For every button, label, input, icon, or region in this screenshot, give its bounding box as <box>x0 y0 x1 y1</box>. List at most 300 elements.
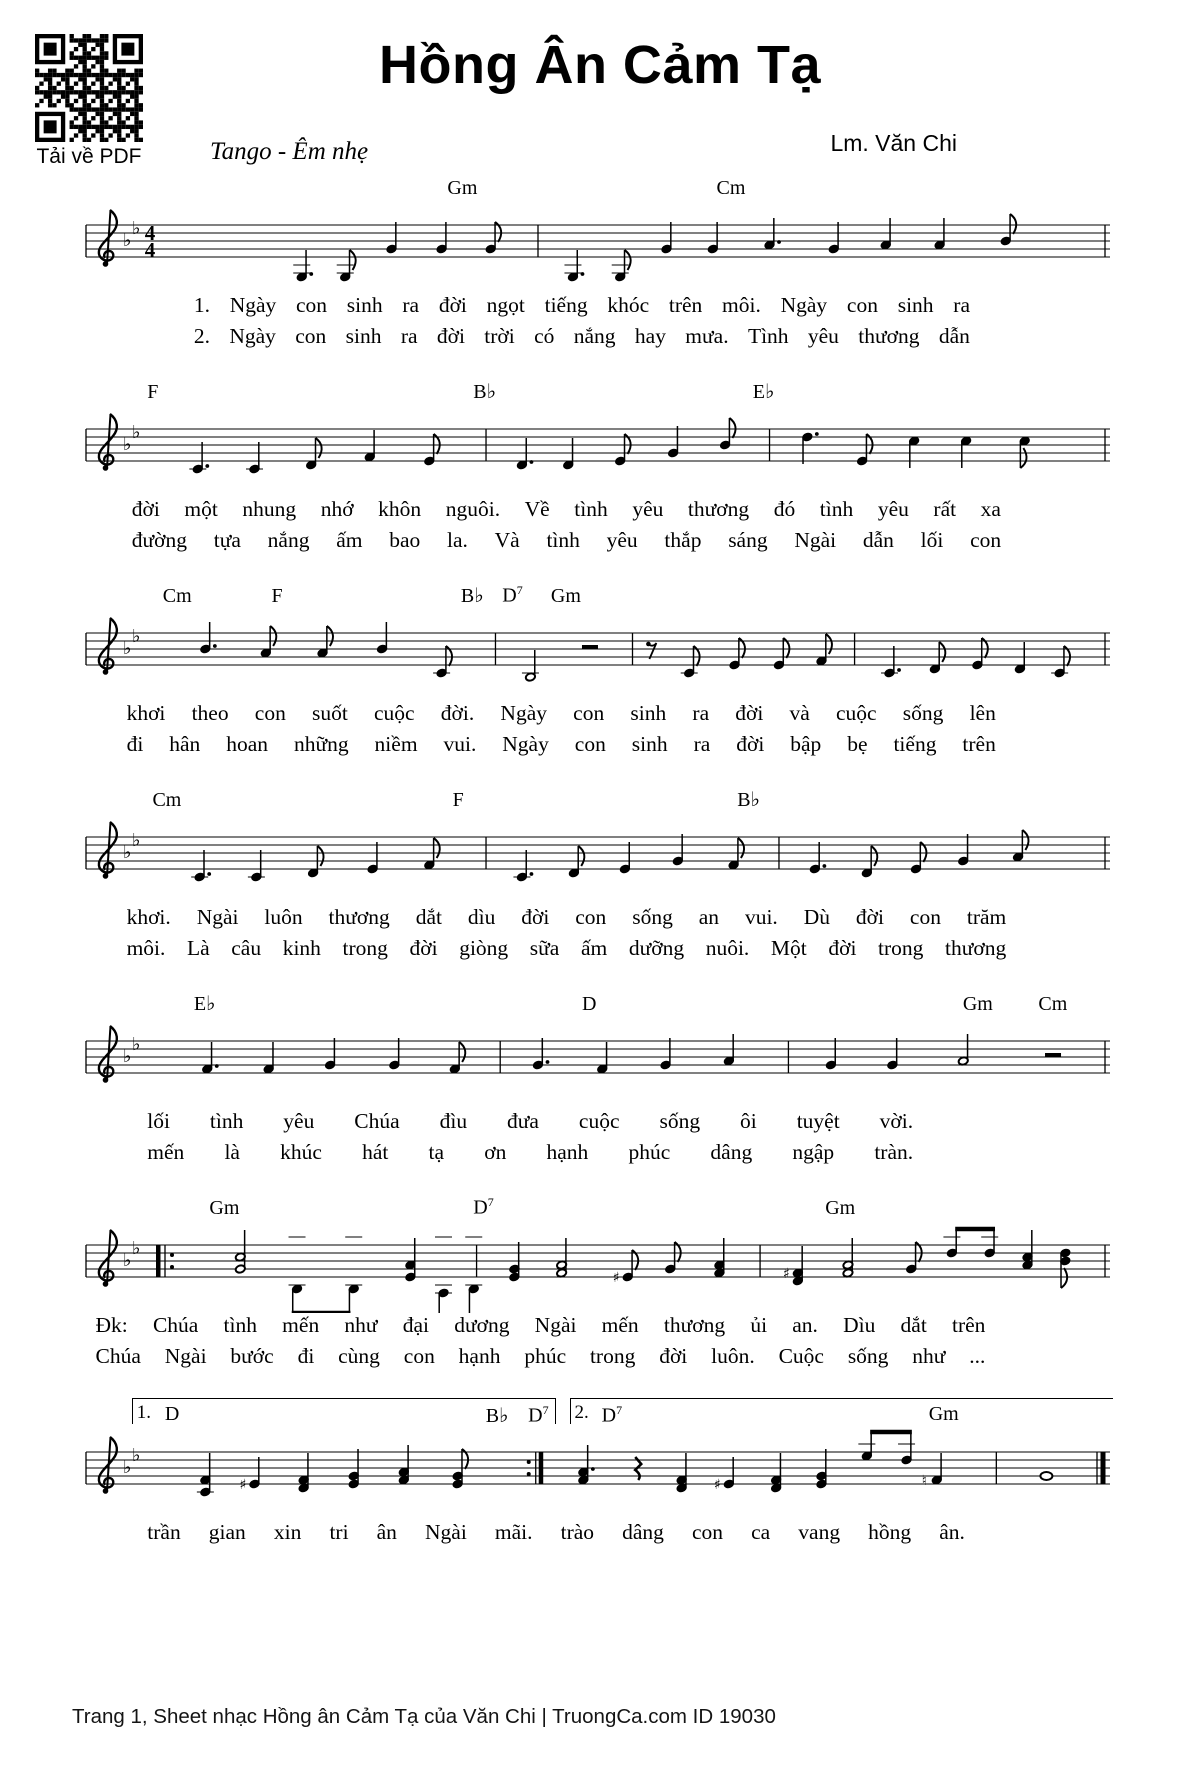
lyric-word: hát <box>362 1140 389 1164</box>
lyric-word: Ngày <box>229 324 276 348</box>
svg-text:4: 4 <box>144 221 156 245</box>
lyric-text <box>127 732 996 757</box>
lyric-line <box>80 1140 1115 1171</box>
lyric-word: mến <box>282 1313 320 1337</box>
note <box>364 430 375 462</box>
chord-row-6 <box>80 1192 1115 1221</box>
lyric-text <box>132 528 1001 553</box>
lyric-word: hay <box>634 324 666 348</box>
lyric-word: như <box>344 1313 378 1337</box>
lyric-word: Chúa <box>354 1109 400 1133</box>
lyric-word: trên <box>962 732 996 756</box>
note <box>235 1230 246 1274</box>
chord-row-7 <box>80 1396 1115 1428</box>
lyric-line <box>80 324 1115 355</box>
lyric-word: sữa <box>529 936 560 960</box>
lyric-word: ra <box>402 293 420 317</box>
lyric-word: mưa. <box>685 324 729 348</box>
lyric-word: Ngài <box>196 905 239 929</box>
lyric-line <box>80 528 1115 559</box>
chord-label: D <box>581 993 597 1015</box>
chord-label: B♭ <box>485 1405 509 1427</box>
key-signature-flats <box>123 1238 141 1271</box>
lyric-word: ấm <box>336 528 363 552</box>
lyric-word: thương <box>945 936 1007 960</box>
lyric-word: câu <box>231 936 262 960</box>
lyric-word: vui. <box>744 905 778 929</box>
lyric-word: đi <box>297 1344 315 1368</box>
lyric-word: dương <box>454 1313 510 1337</box>
note <box>306 438 322 470</box>
note <box>619 842 630 874</box>
lyric-word: luôn <box>264 905 303 929</box>
tempo-marking: Tango - Êm nhẹ <box>210 138 369 165</box>
lyric-word: đời <box>855 905 884 929</box>
lyric-word: vui. <box>443 732 477 756</box>
note <box>298 1453 309 1493</box>
note <box>433 646 452 678</box>
svg-text:♭: ♭ <box>123 1046 132 1067</box>
lyric-word: Về <box>524 497 550 521</box>
lyric-word: phúc <box>628 1140 671 1164</box>
lyric-word: cuộc <box>374 701 415 725</box>
lyric-word: sáng <box>728 528 768 552</box>
chord-label: F <box>271 585 283 607</box>
chord-label: Gm <box>928 1403 959 1425</box>
note <box>522 650 539 682</box>
lyric-word: Ngày <box>500 701 547 725</box>
lyric-word: gian <box>208 1520 246 1544</box>
svg-text:♭: ♭ <box>123 638 132 659</box>
lyric-word: tiếng <box>893 732 937 756</box>
chord-label: Gm <box>825 1197 856 1219</box>
lyric-word: dắt <box>415 905 442 929</box>
lyric-word: dắt <box>900 1313 927 1337</box>
chord-label: $D^7$ <box>601 1403 623 1427</box>
lyric-word: sinh <box>346 293 383 317</box>
lyric-word: sinh <box>630 701 667 725</box>
lyric-word: Chúa <box>152 1313 199 1337</box>
music-system-7 <box>80 1396 1115 1551</box>
lyric-word: trần <box>147 1520 181 1544</box>
lyric-line <box>80 497 1115 528</box>
lyric-word: môi. <box>722 293 761 317</box>
note <box>909 436 920 468</box>
chord-row-4 <box>80 784 1115 813</box>
note <box>880 218 891 250</box>
note <box>1060 1248 1071 1288</box>
note <box>1013 830 1029 862</box>
lyric-word: những <box>293 732 349 756</box>
note <box>424 838 440 870</box>
lyric-line <box>80 1109 1115 1140</box>
lyric-word: ôi <box>740 1109 757 1133</box>
chord-label: Cm <box>1038 993 1068 1015</box>
lyric-word: nguôi. <box>445 497 501 521</box>
lyric-word: đi <box>126 732 144 756</box>
lyric-word: nhung <box>242 497 297 521</box>
svg-text:♭: ♭ <box>132 626 141 647</box>
note <box>389 1038 400 1070</box>
lyric-word: mến <box>147 1140 185 1164</box>
lyric-word: khơi. <box>126 905 171 929</box>
note <box>516 438 533 470</box>
lyric-word: đường <box>131 528 188 552</box>
lyric-word: trên <box>952 1313 986 1337</box>
lyric-word: lên <box>969 701 996 725</box>
lyric-word: Ngày <box>502 732 549 756</box>
chord-label: $D^7$ <box>473 1195 494 1219</box>
lyric-word: hoan <box>226 732 269 756</box>
note <box>828 222 839 254</box>
volta-bracket-2 <box>570 1398 1113 1424</box>
chord-label: B♭ <box>473 381 497 403</box>
note <box>367 842 378 874</box>
lyric-word: tình <box>209 1109 244 1133</box>
treble-clef-icon <box>99 618 117 675</box>
lyric-word: đời <box>438 293 467 317</box>
lyric-line <box>80 1313 1115 1344</box>
volta-number: 2. <box>574 1402 589 1423</box>
lyric-word: nuôi. <box>705 936 750 960</box>
note <box>240 1457 261 1493</box>
lyric-word: ơn <box>484 1140 507 1164</box>
lyric-word: Ngài <box>164 1344 207 1368</box>
lyric-word: niềm <box>374 732 418 756</box>
chord-label: E♭ <box>193 993 216 1015</box>
lyric-word: có <box>534 324 555 348</box>
note <box>723 1034 734 1066</box>
lyric-word: khôn <box>378 497 422 521</box>
lyric-text <box>127 905 1007 930</box>
lyric-word: lối <box>147 1109 170 1133</box>
lyric-word: sống <box>847 1344 889 1368</box>
svg-text:♯: ♯ <box>239 1477 247 1493</box>
staff-2 <box>80 405 1115 497</box>
lyric-line <box>80 936 1115 967</box>
lyric-word: yêu <box>606 528 638 552</box>
music-system-2 <box>80 376 1115 559</box>
lyric-text <box>96 1313 986 1338</box>
lyric-word: đời <box>828 936 857 960</box>
note <box>728 838 744 870</box>
lyric-word: la. <box>447 528 468 552</box>
chord-row-5 <box>80 988 1115 1017</box>
svg-text:♭: ♭ <box>132 1445 141 1466</box>
lyric-word: Tình <box>747 324 789 348</box>
lyric-word: dâng <box>710 1140 753 1164</box>
treble-clef-icon <box>99 210 117 267</box>
lyric-line <box>80 905 1115 936</box>
chord-label: F <box>147 381 159 403</box>
staff-4 <box>80 813 1115 905</box>
lyric-word: đời <box>436 324 465 348</box>
note <box>929 642 945 674</box>
lyric-word: hạnh <box>546 1140 589 1164</box>
lyric-word: Ngày <box>780 293 828 317</box>
staff-3 <box>80 609 1115 701</box>
note <box>189 442 209 474</box>
note <box>260 626 276 658</box>
lyric-word: thắp <box>664 528 702 552</box>
staff-6 <box>80 1221 1115 1313</box>
note <box>676 1453 687 1493</box>
treble-clef-icon <box>99 1437 117 1494</box>
note <box>436 222 447 254</box>
lyric-line <box>80 1520 1115 1551</box>
lyric-word: như <box>912 1344 946 1368</box>
note <box>449 1042 465 1074</box>
staff-7 <box>80 1428 1115 1520</box>
key-signature-flats <box>123 626 141 659</box>
lyric-word: thương <box>663 1313 726 1337</box>
svg-text:♭: ♭ <box>123 1250 132 1271</box>
lyric-word: đời <box>131 497 160 521</box>
lyric-word: ngọt <box>486 293 525 317</box>
lyric-word: tạ <box>428 1140 445 1164</box>
svg-text:♭: ♭ <box>132 1034 141 1055</box>
svg-text:4: 4 <box>144 238 156 262</box>
lyric-word: phúc <box>524 1344 567 1368</box>
lyric-word: dìu <box>467 905 496 929</box>
music-system-4 <box>80 784 1115 967</box>
lyric-word: yêu <box>877 497 909 521</box>
note <box>202 1042 219 1074</box>
lyric-word: đời. <box>440 701 475 725</box>
lyric-text <box>96 1344 986 1369</box>
lyric-word: con <box>573 701 605 725</box>
lyric-word: trên <box>668 293 703 317</box>
lyric-word: tuyệt <box>796 1109 840 1133</box>
e-rest <box>646 642 656 659</box>
chord-label: Gm <box>550 585 581 607</box>
note <box>816 1449 827 1489</box>
note <box>660 1038 671 1070</box>
volta-number: 1. <box>136 1402 151 1423</box>
note <box>1019 436 1030 468</box>
lyric-word: Ngài <box>425 1520 467 1544</box>
note <box>714 1457 735 1493</box>
lyric-word: giòng <box>459 936 509 960</box>
lyric-line <box>80 701 1115 732</box>
treble-clef-icon <box>99 1230 117 1287</box>
note <box>246 442 263 474</box>
lyric-word: dưỡng <box>628 936 685 960</box>
lyric-word: đưa <box>507 1109 539 1133</box>
note <box>958 1034 969 1066</box>
lyric-word: đời <box>736 732 765 756</box>
svg-text:♭: ♭ <box>132 422 141 443</box>
note <box>672 834 683 866</box>
lyric-word: xa <box>980 497 1001 521</box>
lyric-text <box>132 497 1001 522</box>
lyric-word: mến <box>601 1313 639 1337</box>
lyric-word: môi. <box>126 936 166 960</box>
lyric-word: vang <box>798 1520 841 1544</box>
svg-text:♯: ♯ <box>612 1270 620 1286</box>
chord-label: Gm <box>962 993 993 1015</box>
lyric-word: tình <box>223 1313 257 1337</box>
lyric-word: đìu <box>439 1109 468 1133</box>
music-system-3 <box>80 580 1115 763</box>
chord-label: E♭ <box>752 381 775 403</box>
note <box>668 426 679 458</box>
lyric-word: Dìu <box>843 1313 876 1337</box>
lyric-word: đó <box>773 497 796 521</box>
note <box>513 850 533 882</box>
lyric-word: yêu <box>632 497 664 521</box>
treble-clef-icon <box>99 1026 117 1083</box>
lyric-word: ra <box>400 324 418 348</box>
lyric-text <box>147 1140 913 1165</box>
lyric-word: Cuộc <box>778 1344 824 1368</box>
lyric-word: Dù <box>803 905 830 929</box>
svg-text:♯: ♯ <box>782 1266 790 1282</box>
key-signature-flats <box>123 1034 141 1067</box>
lyric-word: tiếng <box>544 293 588 317</box>
lyric-word: Là <box>186 936 210 960</box>
svg-text:♭: ♭ <box>123 230 132 251</box>
svg-text:♯: ♯ <box>713 1477 721 1493</box>
lyric-word: hồng <box>868 1520 912 1544</box>
lyric-word: dâng <box>622 1520 664 1544</box>
music-system-1 <box>80 172 1115 355</box>
lyric-word: lối <box>920 528 944 552</box>
lyric-word: khúc <box>280 1140 322 1164</box>
lyric-word: bao <box>389 528 421 552</box>
chord-label: B♭ <box>460 585 484 607</box>
lyric-word: suốt <box>312 701 348 725</box>
lyric-word: tình <box>574 497 608 521</box>
chord-label: $D^7$ <box>528 1403 549 1427</box>
lyric-word: đời <box>659 1344 688 1368</box>
lyric-word: yêu <box>807 324 839 348</box>
note <box>325 1038 336 1070</box>
lyric-word: cuộc <box>836 701 877 725</box>
lyric-word: tình <box>546 528 580 552</box>
note <box>881 646 901 678</box>
lyric-word: bẹ <box>847 732 868 756</box>
note <box>578 1445 595 1485</box>
note <box>317 626 333 658</box>
note <box>771 1453 782 1493</box>
lyric-word: con <box>691 1520 724 1544</box>
lyric-word: con <box>295 324 327 348</box>
key-signature-flats <box>123 218 141 251</box>
note <box>681 646 700 678</box>
lyric-word: yêu <box>283 1109 315 1133</box>
note <box>563 438 574 470</box>
note <box>887 1038 898 1070</box>
lyric-word: thương <box>328 905 390 929</box>
lyric-word: sống <box>632 905 673 929</box>
staff-5 <box>80 1017 1115 1109</box>
note <box>398 1445 409 1485</box>
lyric-word: kinh <box>282 936 321 960</box>
lyric-word: tràn. <box>874 1140 914 1164</box>
lyric-word: ân. <box>939 1520 965 1544</box>
lyric-word: bước <box>230 1344 274 1368</box>
lyric-word: con <box>574 732 606 756</box>
lyric-word: tình <box>819 497 854 521</box>
note <box>191 850 211 882</box>
note <box>707 222 718 254</box>
lyric-text <box>194 293 970 318</box>
composer-name: Lm. Văn Chi <box>830 130 957 156</box>
lyric-word: Đk: <box>95 1313 128 1337</box>
lyric-word: cùng <box>338 1344 380 1368</box>
lyric-word: ủi <box>750 1313 768 1337</box>
lyric-word: ân <box>376 1520 397 1544</box>
chord-label: D <box>164 1403 180 1425</box>
svg-text:♭: ♭ <box>123 842 132 863</box>
note <box>564 250 584 282</box>
lyric-word: Ngày <box>229 293 277 317</box>
lyric-word: vời. <box>879 1109 914 1133</box>
chord-label: Cm <box>162 585 192 607</box>
lyric-word: ra <box>693 732 711 756</box>
note <box>509 1242 520 1282</box>
lyric-word: con <box>909 905 941 929</box>
qr-download-label[interactable]: Tải về PDF <box>36 145 142 168</box>
lyric-word: 2. <box>193 324 210 348</box>
lyric-text <box>127 936 1007 961</box>
lyric-word: nhớ <box>320 497 354 521</box>
lyric-word: cuộc <box>578 1109 620 1133</box>
note <box>661 222 672 254</box>
lyric-word: tri <box>329 1520 349 1544</box>
lyric-word: trong <box>589 1344 636 1368</box>
lyric-word: là <box>224 1140 240 1164</box>
note <box>861 846 877 878</box>
beamed-notes <box>435 1237 482 1313</box>
note <box>452 1449 468 1489</box>
lyric-word: bập <box>790 732 822 756</box>
note <box>337 250 356 282</box>
chord-label: $D^7$ <box>502 583 523 607</box>
page-footer: Trang 1, Sheet nhạc Hồng ân Cảm Tạ của Văn Chi | TruongCa.com ID 19030 <box>72 1705 776 1728</box>
lyric-word: thương <box>687 497 750 521</box>
note <box>816 634 832 666</box>
lyric-word: tựa <box>213 528 241 552</box>
note <box>263 1042 274 1074</box>
lyric-word: ca <box>751 1520 771 1544</box>
lyric-word: ngập <box>792 1140 835 1164</box>
lyric-word: thương <box>858 324 920 348</box>
staff-1 <box>80 201 1115 293</box>
lyric-word: sống <box>902 701 944 725</box>
lyric-word: khơi <box>126 701 166 725</box>
music-system-5 <box>80 988 1115 1171</box>
note <box>825 1038 836 1070</box>
chord-label: Cm <box>152 789 182 811</box>
lyric-word: nắng <box>573 324 616 348</box>
lyric-word: sống <box>659 1109 701 1133</box>
lyric-word: con <box>970 528 1002 552</box>
lyric-text <box>147 1109 913 1134</box>
lyric-word: sinh <box>631 732 668 756</box>
note <box>783 1246 804 1286</box>
svg-text:♭: ♭ <box>123 434 132 455</box>
lyric-word: ấm <box>580 936 608 960</box>
lyric-word: rất <box>933 497 957 521</box>
lyric-word: ra <box>692 701 710 725</box>
note <box>293 250 313 282</box>
lyric-line <box>80 1344 1115 1375</box>
chord-label: F <box>452 789 464 811</box>
music-system-6 <box>80 1192 1115 1375</box>
lyric-word: Ngài <box>794 528 837 552</box>
